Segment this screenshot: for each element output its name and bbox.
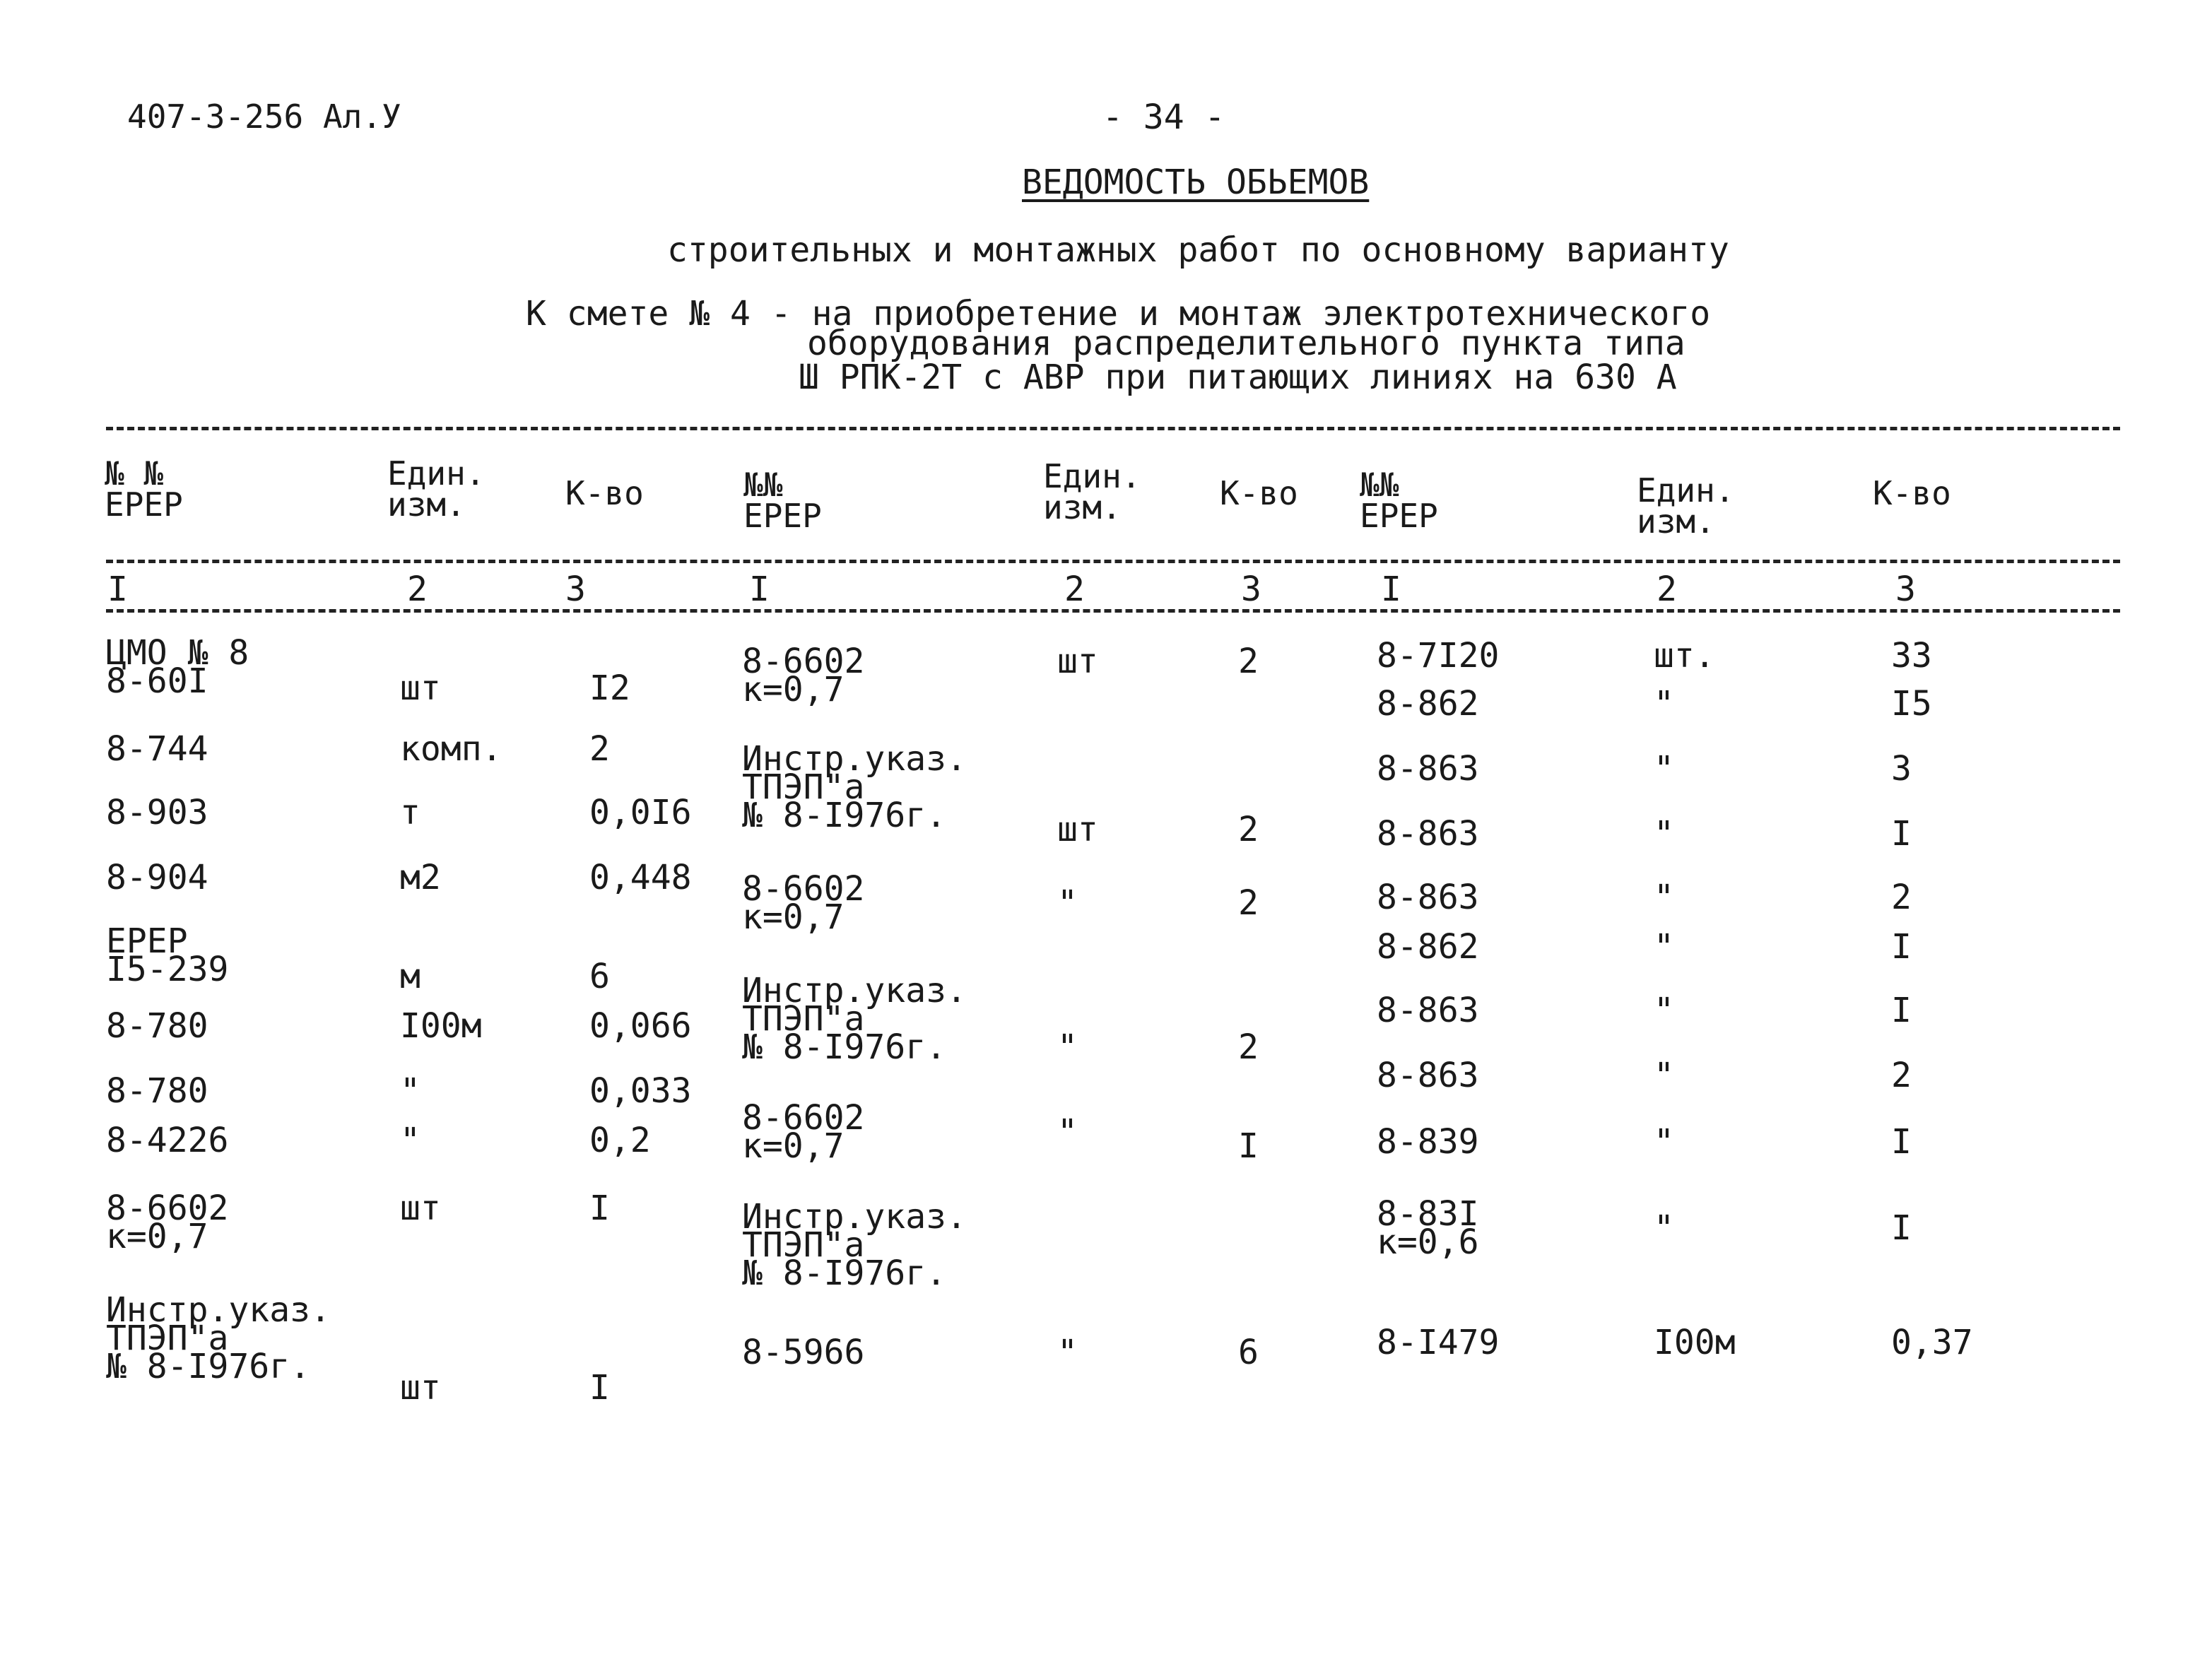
page-number: - 34 - — [1102, 98, 1225, 137]
group2-row-5-qty: I — [1238, 1126, 1259, 1166]
estimate-line-3: Ш РПК-2Т с АВР при питающих линиях на 630 А — [799, 358, 1677, 397]
group1-row-1-unit: шт — [400, 668, 441, 708]
column-number-5: 2 — [1064, 570, 1085, 609]
group3-row-8-unit: " — [1654, 1056, 1674, 1095]
document-code: 407-3-256 Ал.У — [127, 98, 401, 136]
group3-row-2-unit: " — [1654, 684, 1674, 724]
group3-row-3-unit: " — [1654, 749, 1674, 789]
group1-row-7-code: 8-780 — [106, 1071, 208, 1111]
group2-row-4-qty: 2 — [1238, 1027, 1259, 1067]
group3-row-9-code: 8-839 — [1377, 1122, 1479, 1162]
group3-row-3-code: 8-863 — [1377, 749, 1479, 789]
group1-row-3-unit: т — [400, 793, 420, 832]
group3-row-5-code: 8-863 — [1377, 878, 1479, 917]
group2-row-3-qty: 2 — [1238, 883, 1259, 923]
header-bottom-rule — [106, 560, 2120, 563]
group1-row-8-unit: " — [400, 1121, 420, 1160]
group1-row-1-code: ЦМО № 8 8-60I — [106, 633, 249, 701]
table-top-rule — [106, 427, 2120, 430]
group1-row-2-unit: комп. — [400, 729, 502, 769]
group2-row-6-code: Инстр.указ. ТПЭП"а № 8-I976г. — [742, 1197, 967, 1293]
group3-row-6-unit: " — [1654, 927, 1674, 967]
group3-row-2-code: 8-862 — [1377, 684, 1479, 724]
group3-row-9-unit: " — [1654, 1122, 1674, 1162]
header-group1-code: № № ЕРЕР — [105, 454, 183, 524]
group3-row-11-unit: I00м — [1654, 1323, 1736, 1362]
column-number-1: I — [107, 570, 128, 609]
group3-row-7-qty: I — [1891, 991, 1912, 1030]
column-number-3: 3 — [565, 570, 586, 609]
group1-row-1-qty: I2 — [589, 668, 630, 708]
header-group1-unit: Един. изм. — [387, 454, 486, 524]
group3-row-1-code: 8-7I20 — [1377, 636, 1500, 676]
group2-row-7-unit: " — [1057, 1333, 1078, 1372]
group1-row-6-code: 8-780 — [106, 1006, 208, 1046]
header-group2-qty: К-во — [1220, 474, 1298, 512]
group3-row-4-code: 8-863 — [1377, 814, 1479, 854]
group3-row-5-qty: 2 — [1891, 878, 1912, 917]
group3-row-7-unit: " — [1654, 991, 1674, 1030]
group2-row-7-qty: 6 — [1238, 1333, 1259, 1372]
group3-row-10-unit: " — [1654, 1208, 1674, 1248]
group1-row-9-qty: I — [589, 1189, 610, 1228]
header-group3-code: №№ ЕРЕР — [1360, 466, 1438, 535]
group1-row-2-code: 8-744 — [106, 729, 208, 769]
group2-row-7-code: 8-5966 — [742, 1333, 865, 1372]
group2-row-2-code: Инстр.указ. ТПЭП"а № 8-I976г. — [742, 739, 967, 835]
estimate-line-2: оборудования распределительного пункта типа — [807, 324, 1686, 363]
header-group2-unit: Един. изм. — [1043, 457, 1141, 526]
column-number-2: 2 — [407, 570, 428, 609]
group1-row-4-qty: 0,448 — [589, 858, 692, 897]
page-title: ВЕДОМОСТЬ ОБЬЕМОВ — [1022, 163, 1370, 202]
estimate-line-1: К смете № 4 - на приобретение и монтаж электротехнического — [526, 294, 1711, 334]
group1-row-5-code: ЕРЕР I5-239 — [106, 921, 229, 989]
group3-row-5-unit: " — [1654, 878, 1674, 917]
group3-row-11-code: 8-I479 — [1377, 1323, 1500, 1362]
column-number-8: 2 — [1657, 570, 1677, 609]
group2-row-3-unit: " — [1057, 883, 1078, 923]
group1-row-10-unit: шт — [400, 1368, 441, 1408]
group3-row-1-unit: шт. — [1654, 636, 1715, 676]
group1-row-3-code: 8-903 — [106, 793, 208, 832]
column-number-7: I — [1381, 570, 1401, 609]
page-subtitle: строительных и монтажных работ по основному варианту — [667, 230, 1729, 270]
group1-row-4-code: 8-904 — [106, 858, 208, 897]
group2-row-5-unit: " — [1057, 1112, 1078, 1152]
group1-row-7-qty: 0,033 — [589, 1071, 692, 1111]
header-group2-code: №№ ЕРЕР — [743, 466, 822, 535]
group3-row-9-qty: I — [1891, 1122, 1912, 1162]
group1-row-5-qty: 6 — [589, 957, 610, 996]
group3-row-6-code: 8-862 — [1377, 927, 1479, 967]
group1-row-6-qty: 0,066 — [589, 1006, 692, 1046]
header-group1-qty: К-во — [565, 474, 644, 512]
column-number-4: I — [749, 570, 770, 609]
group3-row-4-qty: I — [1891, 814, 1912, 854]
header-group3-unit: Един. изм. — [1637, 471, 1735, 541]
group2-row-1-code: 8-6602 к=0,7 — [742, 642, 865, 709]
group3-row-1-qty: 33 — [1891, 636, 1932, 676]
group2-row-4-unit: " — [1057, 1027, 1078, 1067]
group1-row-2-qty: 2 — [589, 729, 610, 769]
group1-row-7-unit: " — [400, 1071, 420, 1111]
group3-row-8-qty: 2 — [1891, 1056, 1912, 1095]
group1-row-8-code: 8-4226 — [106, 1121, 229, 1160]
group3-row-4-unit: " — [1654, 814, 1674, 854]
group2-row-1-qty: 2 — [1238, 642, 1259, 681]
group2-row-2-unit: шт — [1057, 810, 1098, 849]
group3-row-11-qty: 0,37 — [1891, 1323, 1973, 1362]
group1-row-6-unit: I00м — [400, 1006, 482, 1046]
column-number-9: 3 — [1895, 570, 1916, 609]
group3-row-10-qty: I — [1891, 1208, 1912, 1248]
group3-row-3-qty: 3 — [1891, 749, 1912, 789]
group1-row-5-unit: м — [400, 957, 420, 996]
group2-row-3-code: 8-6602 к=0,7 — [742, 869, 865, 937]
column-number-6: 3 — [1241, 570, 1261, 609]
group1-row-8-qty: 0,2 — [589, 1121, 651, 1160]
group3-row-8-code: 8-863 — [1377, 1056, 1479, 1095]
group3-row-2-qty: I5 — [1891, 684, 1932, 724]
group1-row-4-unit: м2 — [400, 858, 441, 897]
group3-row-7-code: 8-863 — [1377, 991, 1479, 1030]
group3-row-6-qty: I — [1891, 927, 1912, 967]
header-group3-qty: К-во — [1873, 474, 1951, 512]
group1-row-10-code: Инстр.указ. ТПЭП"а № 8-I976г. — [106, 1290, 331, 1386]
group1-row-9-unit: шт — [400, 1189, 441, 1228]
group2-row-1-unit: шт — [1057, 642, 1098, 681]
group1-row-3-qty: 0,0I6 — [589, 793, 692, 832]
group2-row-4-code: Инстр.указ. ТПЭП"а № 8-I976г. — [742, 971, 967, 1067]
column-number-rule — [106, 609, 2120, 613]
group2-row-2-qty: 2 — [1238, 810, 1259, 849]
group1-row-9-code: 8-6602 к=0,7 — [106, 1189, 229, 1256]
group1-row-10-qty: I — [589, 1368, 610, 1408]
group3-row-10-code: 8-83I к=0,6 — [1377, 1194, 1479, 1262]
group2-row-5-code: 8-6602 к=0,7 — [742, 1098, 865, 1166]
